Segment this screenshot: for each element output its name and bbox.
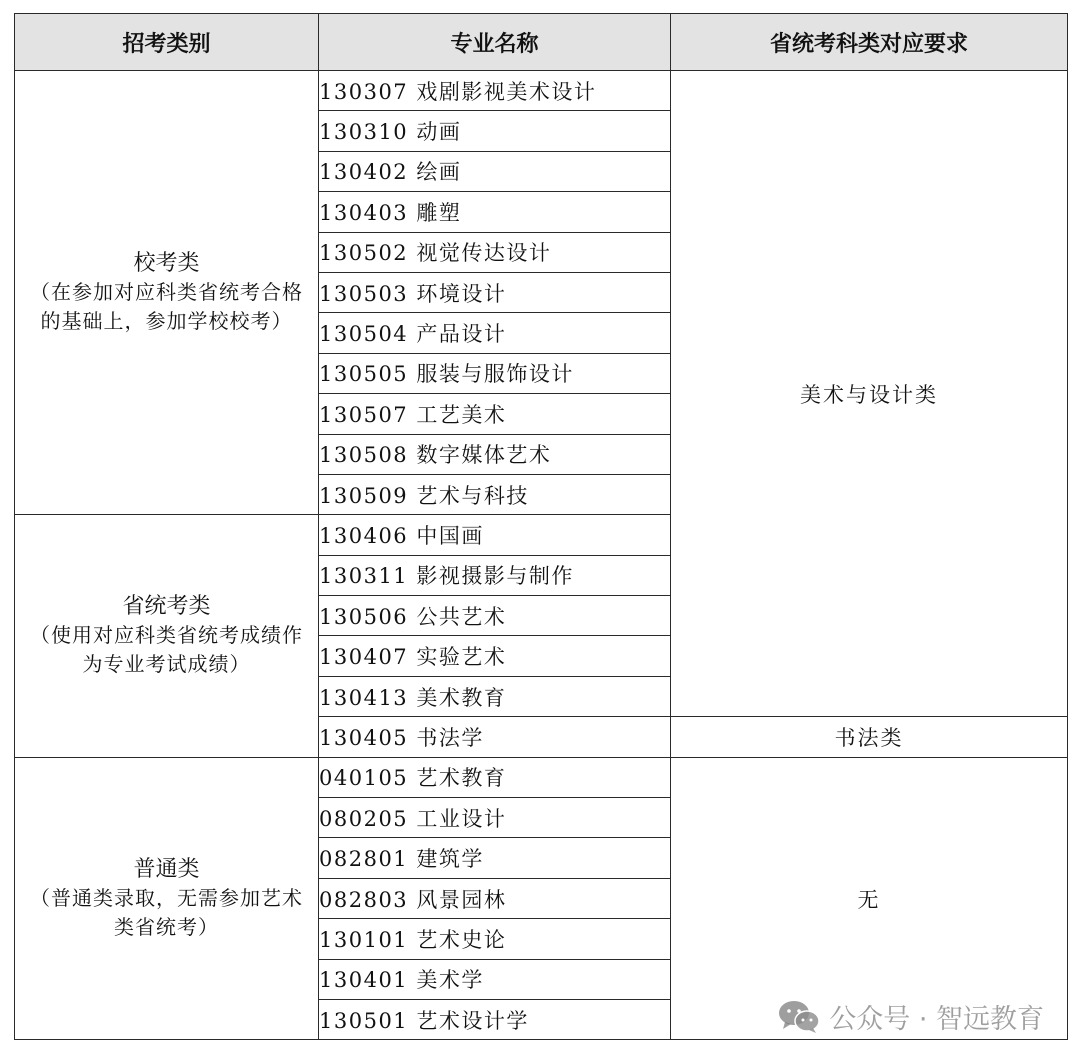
- requirement-none: 无: [671, 757, 1068, 1040]
- major-cell: 130508 数字媒体艺术: [319, 434, 671, 474]
- major-cell: 130509 艺术与科技: [319, 474, 671, 514]
- major-cell: 130413 美术教育: [319, 676, 671, 716]
- wechat-icon: [777, 999, 821, 1035]
- major-cell: 080205 工业设计: [319, 798, 671, 838]
- watermark: [777, 997, 1044, 1036]
- major-cell: 130503 环境设计: [319, 272, 671, 312]
- major-cell: 040105 艺术教育: [319, 757, 671, 797]
- major-table: [14, 13, 1068, 1040]
- major-cell: 130307 戏剧影视美术设计: [319, 71, 671, 111]
- major-cell: 130403 雕塑: [319, 192, 671, 232]
- major-cell: 130402 绘画: [319, 151, 671, 191]
- major-cell: 082803 风景园林: [319, 878, 671, 918]
- table-row: [15, 71, 1068, 111]
- major-cell: 130311 影视摄影与制作: [319, 555, 671, 595]
- requirement-calligraphy: 书法类: [671, 717, 1068, 757]
- major-cell: 130507 工艺美术: [319, 394, 671, 434]
- major-cell: 130406 中国画: [319, 515, 671, 555]
- major-cell: 130501 艺术设计学: [319, 999, 671, 1039]
- category-name: 省统考类: [122, 594, 211, 620]
- major-cell: 130504 产品设计: [319, 313, 671, 353]
- header-major: 专业名称: [319, 14, 671, 71]
- category-note: （在参加对应科类省统考合格的基础上，参加学校校考）: [30, 280, 303, 334]
- major-cell: 130505 服装与服饰设计: [319, 353, 671, 393]
- category-note: （使用对应科类省统考成绩作为专业考试成绩）: [30, 623, 303, 677]
- major-cell: 130502 视觉传达设计: [319, 232, 671, 272]
- major-cell: 130407 实验艺术: [319, 636, 671, 676]
- category-general: [15, 757, 319, 1040]
- requirement-art-design: 美术与设计类: [671, 71, 1068, 717]
- category-provincial-exam: [15, 515, 319, 757]
- header-row: [15, 14, 1068, 71]
- header-category: 招考类别: [15, 14, 319, 71]
- category-name: 校考类: [133, 251, 200, 277]
- table-row: [15, 757, 1068, 797]
- major-cell: 130506 公共艺术: [319, 596, 671, 636]
- major-cell: 130310 动画: [319, 111, 671, 151]
- major-cell: 130401 美术学: [319, 959, 671, 999]
- category-school-exam: [15, 71, 319, 515]
- header-requirement: 省统考科类对应要求: [671, 14, 1068, 71]
- major-cell: 130405 书法学: [319, 717, 671, 757]
- major-cell: 130101 艺术史论: [319, 919, 671, 959]
- major-cell: 082801 建筑学: [319, 838, 671, 878]
- watermark-text: 公众号 · 智远教育: [829, 1004, 1044, 1035]
- category-note: （普通类录取，无需参加艺术类省统考）: [30, 886, 303, 939]
- category-name: 普通类: [133, 857, 200, 882]
